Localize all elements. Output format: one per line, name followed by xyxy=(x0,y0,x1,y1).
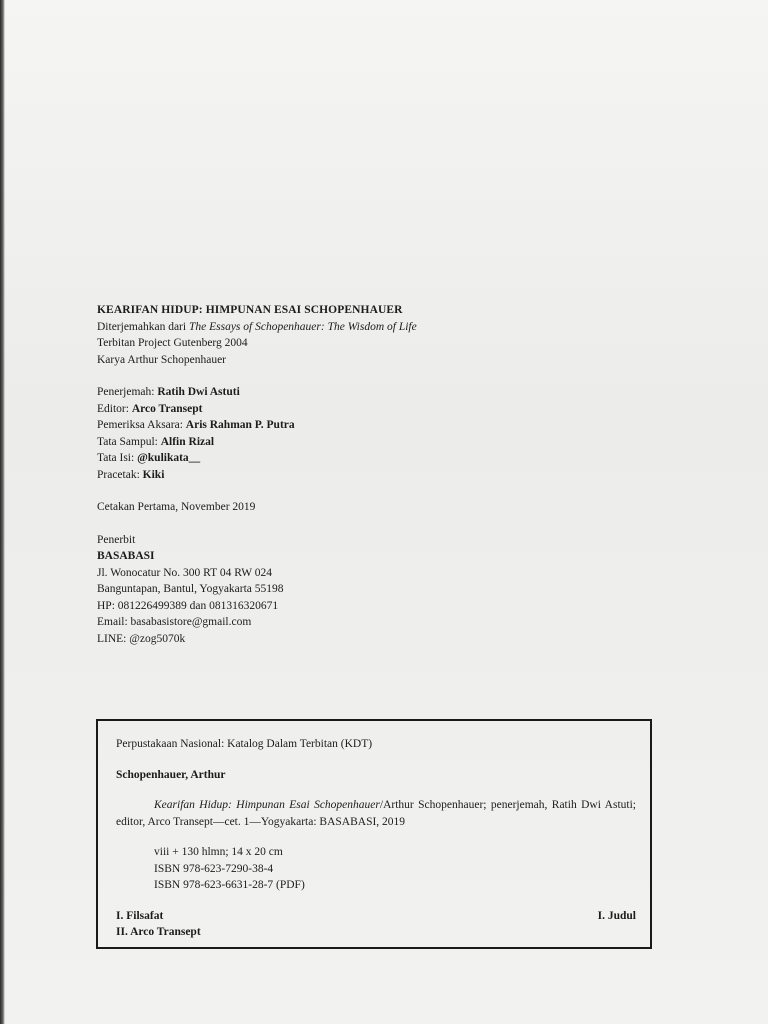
kdt-author: Schopenhauer, Arthur xyxy=(116,768,226,781)
author-note: Karya Arthur Schopenhauer xyxy=(97,353,227,366)
credit-role: Pemeriksa Aksara: xyxy=(97,419,183,431)
credit-translator xyxy=(97,384,657,401)
translated-prefix: Diterjemahkan dari xyxy=(97,320,187,333)
phone: HP: 081226499389 dan 081316320671 xyxy=(97,599,279,612)
kdt-desc-rest: /Arthur Schopenhauer; penerjemah, Ratih Dwi Astuti; editor, Arco Transept—cet. 1—Yogyakarta: BASABASI, 2019 xyxy=(116,799,636,828)
credit-layout xyxy=(97,450,657,467)
kdt-box xyxy=(96,719,652,949)
credit-role: Tata Sampul: xyxy=(97,435,158,448)
book-title: KEARIFAN HIDUP: HIMPUNAN ESAI SCHOPENHAUER xyxy=(97,304,403,316)
edition-info xyxy=(97,499,657,516)
original-title: The Essays of Schopenhauer: The Wisdom of Life xyxy=(188,320,417,333)
credit-name: Ratih Dwi Astuti xyxy=(157,386,240,398)
kdt-header: Perpustakaan Nasional: Katalog Dalam Terbitan (KDT) xyxy=(116,738,373,750)
kdt-subjects-right xyxy=(598,908,636,941)
line-id: LINE: @zog5070k xyxy=(97,632,186,645)
credit-cover xyxy=(97,434,657,451)
publisher-name: BASABASI xyxy=(97,550,155,562)
credit-proofreader xyxy=(97,417,657,434)
kdt-description xyxy=(116,797,636,830)
credit-editor xyxy=(97,401,657,418)
credit-role: Penerjemah: xyxy=(97,386,155,398)
kdt-isbn-pdf: ISBN 978-623-6631-28-7 (PDF) xyxy=(154,879,305,891)
kdt-subject: I. Filsafat xyxy=(116,909,164,922)
credit-prepress xyxy=(97,467,657,484)
edition: Cetakan Pertama, November 2019 xyxy=(97,501,256,513)
kdt-subjects-left xyxy=(116,908,201,941)
publisher-info xyxy=(97,532,657,648)
credit-role: Pracetak: xyxy=(97,468,140,481)
credit-name: Kiki xyxy=(142,468,165,481)
credit-name: Arco Transept xyxy=(131,402,203,415)
translation-source xyxy=(97,319,657,336)
source-info xyxy=(97,319,657,369)
kdt-title-entry: I. Judul xyxy=(597,909,636,922)
kdt-content xyxy=(116,736,636,941)
colophon xyxy=(97,302,657,663)
kdt-subjects xyxy=(116,908,636,941)
credit-role: Tata Isi: xyxy=(97,452,135,464)
kdt-isbn-print: ISBN 978-623-7290-38-4 xyxy=(154,862,274,875)
scan-shadow-edge xyxy=(0,0,5,1024)
publisher-label: Penerbit xyxy=(97,533,136,546)
publication-note: Terbitan Project Gutenberg 2004 xyxy=(97,337,248,349)
credit-name: Alfin Rizal xyxy=(160,435,215,448)
credits-list xyxy=(97,384,657,483)
kdt-subject: II. Arco Transept xyxy=(116,926,201,938)
credit-role: Editor: xyxy=(97,402,129,415)
credit-name: Aris Rahman P. Putra xyxy=(185,419,295,431)
address-line-1: Jl. Wonocatur No. 300 RT 04 RW 024 xyxy=(97,566,273,579)
credit-name: @kulikata__ xyxy=(137,452,201,464)
kdt-physical xyxy=(154,844,636,894)
email: Email: basabasistore@gmail.com xyxy=(97,616,252,628)
kdt-desc-title: Kearifan Hidup: Himpunan Esai Schopenhauer xyxy=(154,799,380,811)
address-line-2: Banguntapan, Bantul, Yogyakarta 55198 xyxy=(97,583,284,595)
kdt-pages: viii + 130 hlmn; 14 x 20 cm xyxy=(154,846,283,858)
